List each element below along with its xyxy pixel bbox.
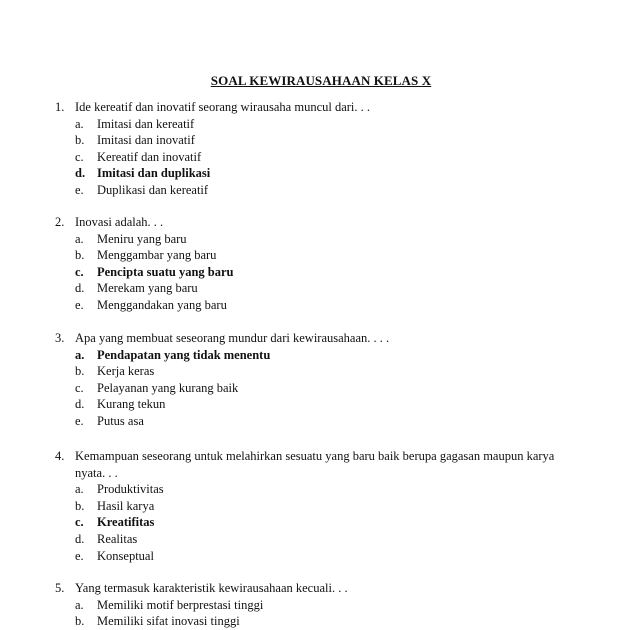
option-b: b. Menggambar yang baru	[75, 248, 217, 263]
option-d-correct: d. Imitasi dan duplikasi	[75, 166, 211, 181]
option-d: d. Realitas	[75, 531, 138, 546]
options-list	[75, 597, 575, 630]
option-a: a. Meniru yang baru	[75, 231, 187, 246]
option-a-correct: a. Pendapatan yang tidak menentu	[75, 347, 271, 362]
option-e: e. Konseptual	[75, 548, 154, 563]
options-list	[75, 231, 575, 314]
option-d: d. Kurang tekun	[75, 397, 166, 412]
options-list	[75, 116, 575, 199]
document-title: SOAL KEWIRAUSAHAAN KELAS X	[210, 73, 432, 88]
question-number: 2.	[55, 215, 65, 229]
option-c-correct: c. Pencipta suatu yang baru	[75, 264, 234, 279]
options-list	[75, 347, 575, 430]
question-number: 4.	[55, 449, 65, 463]
question-text: Kemampuan seseorang untuk melahirkan sesuatu yang baru baik berupa gagasan maupun karya nyata. . .	[75, 449, 555, 480]
question-5	[55, 580, 575, 630]
option-e: e. Menggandakan yang baru	[75, 297, 227, 312]
question-1	[55, 99, 575, 199]
question-text: Ide kereatif dan inovatif seorang wirausaha muncul dari. . .	[75, 100, 371, 114]
question-4	[55, 448, 575, 564]
question-text: Apa yang membuat seseorang mundur dari kewirausahaan. . . .	[75, 331, 390, 345]
question-number: 5.	[55, 581, 65, 595]
question-number: 1.	[55, 100, 65, 114]
option-a: a. Produktivitas	[75, 482, 164, 497]
option-b: b. Kerja keras	[75, 364, 155, 379]
option-b: b. Memiliki sifat inovasi tinggi	[75, 614, 240, 629]
option-e: e. Putus asa	[75, 413, 144, 428]
option-d: d. Merekam yang baru	[75, 281, 198, 296]
question-3	[55, 330, 575, 430]
option-c: c. Pelayanan yang kurang baik	[75, 380, 239, 395]
option-a: a. Memiliki motif berprestasi tinggi	[75, 597, 264, 612]
options-list	[75, 481, 575, 564]
option-b: b. Imitasi dan inovatif	[75, 133, 195, 148]
option-c-correct: c. Kreatifitas	[75, 515, 155, 530]
option-b: b. Hasil karya	[75, 498, 155, 513]
question-number: 3.	[55, 331, 65, 345]
option-a: a. Imitasi dan kereatif	[75, 116, 195, 131]
option-c: c. Kereatif dan inovatif	[75, 149, 202, 164]
question-text: Inovasi adalah. . .	[75, 215, 164, 229]
option-e: e. Duplikasi dan kereatif	[75, 182, 209, 197]
question-2	[55, 214, 575, 314]
question-text: Yang termasuk karakteristik kewirausahaan kecuali. . .	[75, 581, 348, 595]
